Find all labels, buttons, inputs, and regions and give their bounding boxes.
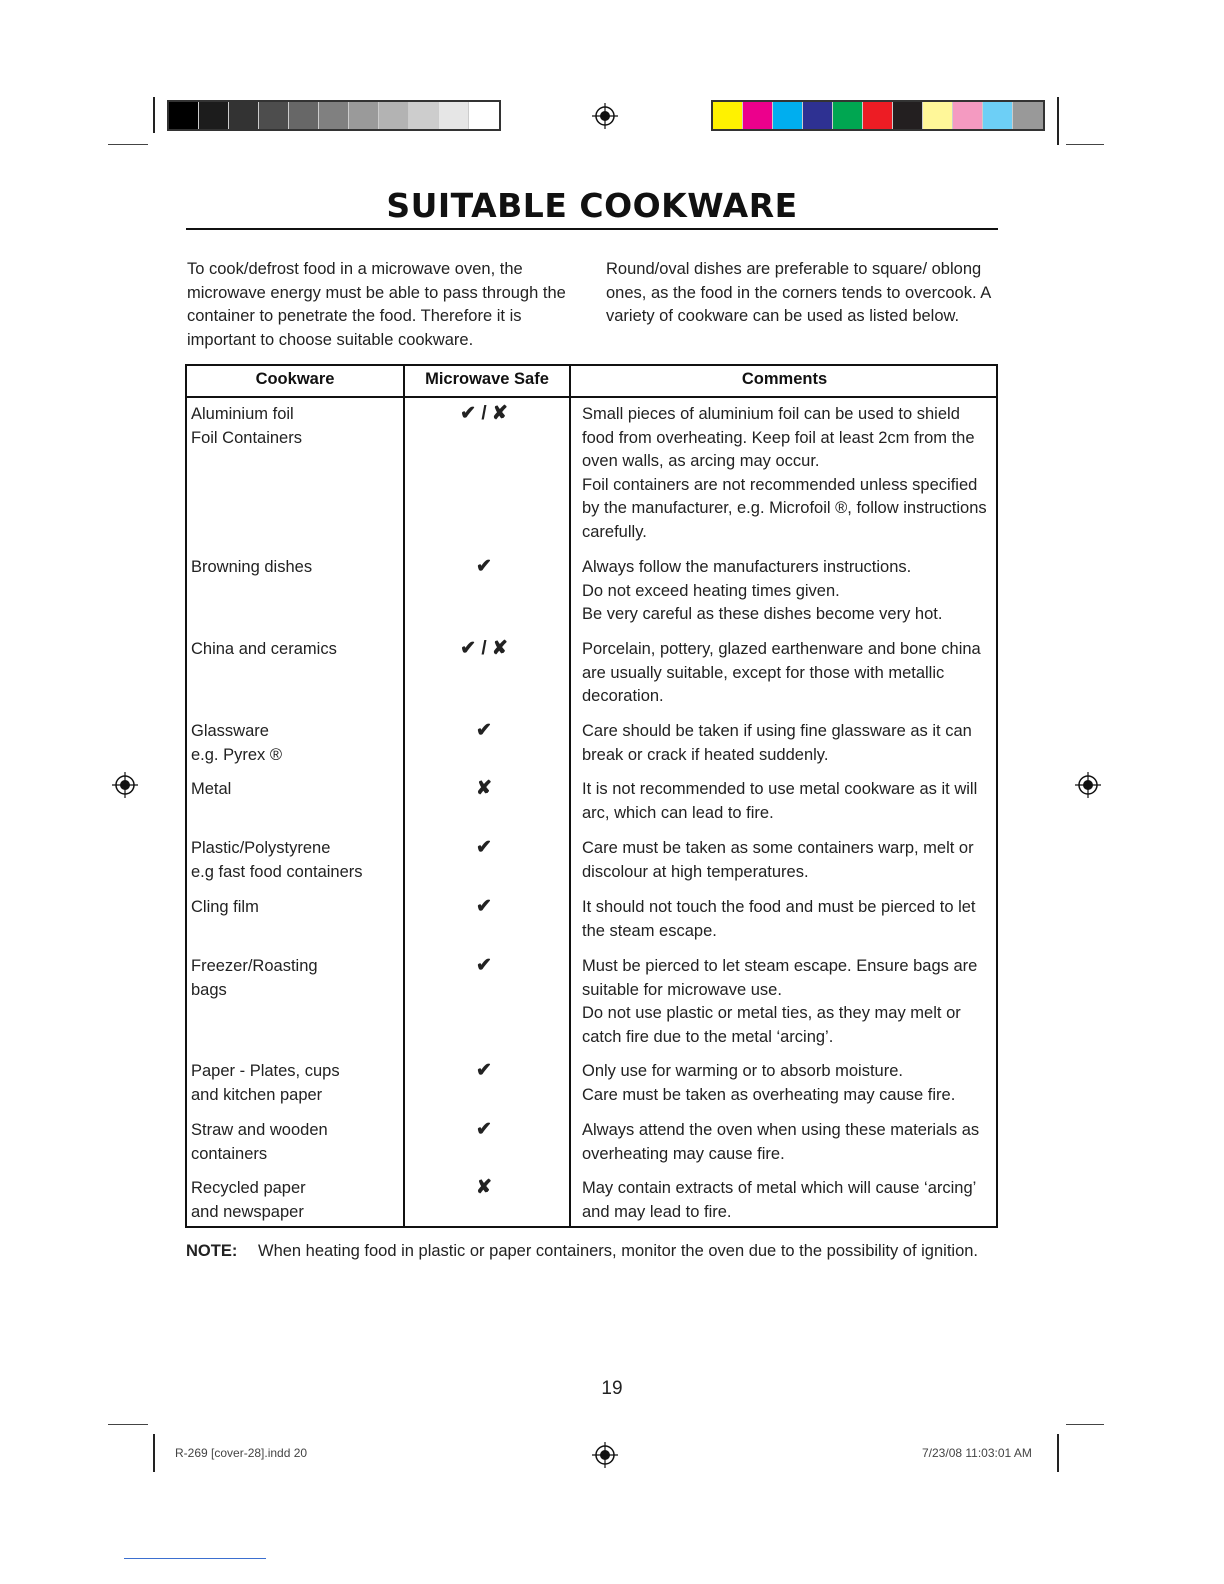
color-swatch bbox=[439, 102, 469, 129]
color-swatch bbox=[259, 102, 289, 129]
note-text: When heating food in plastic or paper containers, monitor the oven due to the possibility of ignition. bbox=[258, 1242, 979, 1260]
page-number: 19 bbox=[601, 1378, 623, 1399]
comments-cell: Only use for warming or to absorb moisture. Care must be taken as overheating may cause fire. bbox=[582, 1062, 956, 1104]
color-swatch bbox=[863, 102, 893, 129]
color-swatch bbox=[713, 102, 743, 129]
color-swatch bbox=[953, 102, 983, 129]
color-swatch bbox=[289, 102, 319, 129]
cookware-cell: Aluminium foil Foil Containers bbox=[191, 405, 302, 447]
comments-cell: Porcelain, pottery, glazed earthenware and bone china are usually suitable, except for those with metallic decoration. bbox=[582, 640, 981, 705]
registration-mark-icon bbox=[112, 772, 138, 798]
crop-mark bbox=[1066, 1424, 1104, 1425]
comments-cell: It is not recommended to use metal cookware as it will arc, which can lead to fire. bbox=[582, 780, 978, 822]
slug-filename: R-269 [cover-28].indd 20 bbox=[175, 1446, 308, 1460]
microwave-safe-cell: ✘ bbox=[476, 778, 492, 799]
crop-mark bbox=[153, 97, 155, 133]
comments-cell: May contain extracts of metal which will cause ‘arcing’ and may lead to fire. bbox=[582, 1179, 976, 1221]
comments-cell: Small pieces of aluminium foil can be used to shield food from overheating. Keep foil at least 2cm from the oven walls, as arcing may occur. Foil containers are not recommended unless specified by the manufacturer, e.g. Microfoil ®, follow instructions carefully. bbox=[582, 405, 987, 541]
intro-right-paragraph: Round/oval dishes are preferable to square/ oblong ones, as the food in the corners tends to overcook. A variety of cookware can be used as listed below. bbox=[606, 260, 991, 325]
color-swatch bbox=[923, 102, 953, 129]
microwave-safe-cell: ✔ bbox=[476, 837, 492, 858]
color-swatch bbox=[199, 102, 229, 129]
grayscale-calibration-bar bbox=[167, 100, 501, 131]
comments-cell: Always follow the manufacturers instructions. Do not exceed heating times given. Be very careful as these dishes become very hot. bbox=[582, 558, 943, 623]
microwave-safe-cell: ✔ bbox=[476, 1119, 492, 1140]
cookware-cell: Recycled paper and newspaper bbox=[191, 1179, 306, 1221]
column-header-comments: Comments bbox=[741, 370, 828, 388]
color-swatch bbox=[983, 102, 1013, 129]
cookware-cell: Cling film bbox=[191, 898, 259, 916]
note-label: NOTE: bbox=[186, 1242, 238, 1260]
color-swatch bbox=[379, 102, 409, 129]
microwave-safe-cell: ✔ / ✘ bbox=[460, 638, 508, 659]
cookware-cell: Freezer/Roasting bags bbox=[191, 957, 318, 999]
color-swatch bbox=[1013, 102, 1043, 129]
color-swatch bbox=[229, 102, 259, 129]
cookware-cell: China and ceramics bbox=[191, 640, 337, 658]
color-swatch bbox=[773, 102, 803, 129]
color-swatch bbox=[319, 102, 349, 129]
comments-cell: Always attend the oven when using these materials as overheating may cause fire. bbox=[582, 1121, 980, 1163]
page-title: SUITABLE COOKWARE bbox=[386, 186, 798, 225]
cookware-cell: Glassware e.g. Pyrex ® bbox=[191, 722, 283, 764]
microwave-safe-cell: ✔ bbox=[476, 955, 492, 976]
intro-left-paragraph: To cook/defrost food in a microwave oven, the microwave energy must be able to pass through the container to penetrate the food. Therefore it is important to choose suitable cookware. bbox=[187, 260, 566, 349]
slug-timestamp: 7/23/08 11:03:01 AM bbox=[922, 1446, 1032, 1460]
cookware-cell: Paper - Plates, cups and kitchen paper bbox=[191, 1062, 340, 1104]
microwave-safe-cell: ✔ / ✘ bbox=[460, 403, 508, 424]
color-swatch bbox=[893, 102, 923, 129]
underline-decoration bbox=[124, 1558, 266, 1559]
microwave-safe-cell: ✔ bbox=[476, 896, 492, 917]
color-swatch bbox=[803, 102, 833, 129]
microwave-safe-cell: ✔ bbox=[476, 556, 492, 577]
color-swatch bbox=[409, 102, 439, 129]
crop-mark bbox=[153, 1434, 155, 1472]
color-swatch bbox=[169, 102, 199, 129]
crop-mark bbox=[1057, 97, 1059, 145]
comments-cell: Care should be taken if using fine glassware as it can break or crack if heated suddenly. bbox=[582, 722, 972, 764]
comments-cell: Care must be taken as some containers warp, melt or discolour at high temperatures. bbox=[582, 839, 974, 881]
cookware-cell: Plastic/Polystyrene e.g fast food containers bbox=[191, 839, 363, 881]
color-swatch bbox=[469, 102, 499, 129]
crop-mark bbox=[108, 1424, 148, 1425]
comments-cell: Must be pierced to let steam escape. Ensure bags are suitable for microwave use. Do not use plastic or metal ties, as they may melt or catch fire due to the metal ‘arcing’. bbox=[582, 957, 978, 1046]
comments-cell: It should not touch the food and must be pierced to let the steam escape. bbox=[582, 898, 976, 940]
registration-mark-icon bbox=[592, 103, 618, 129]
microwave-safe-cell: ✔ bbox=[476, 1060, 492, 1081]
cookware-cell: Metal bbox=[191, 780, 232, 798]
crop-mark bbox=[1057, 1434, 1059, 1472]
column-header-cookware: Cookware bbox=[255, 370, 335, 388]
column-header-microwave-safe: Microwave Safe bbox=[425, 370, 549, 388]
color-swatch bbox=[833, 102, 863, 129]
cookware-cell: Straw and wooden containers bbox=[191, 1121, 328, 1163]
microwave-safe-cell: ✔ bbox=[476, 720, 492, 741]
color-swatch bbox=[349, 102, 379, 129]
column-divider bbox=[569, 366, 571, 1226]
registration-mark-icon bbox=[1075, 772, 1101, 798]
header-divider bbox=[187, 396, 996, 398]
registration-mark-icon bbox=[592, 1442, 618, 1468]
title-underline bbox=[186, 228, 998, 230]
crop-mark bbox=[108, 144, 148, 145]
cookware-cell: Browning dishes bbox=[191, 558, 313, 576]
color-swatch bbox=[743, 102, 773, 129]
microwave-safe-cell: ✘ bbox=[476, 1177, 492, 1198]
crop-mark bbox=[1066, 144, 1104, 145]
color-calibration-bar bbox=[711, 100, 1045, 131]
